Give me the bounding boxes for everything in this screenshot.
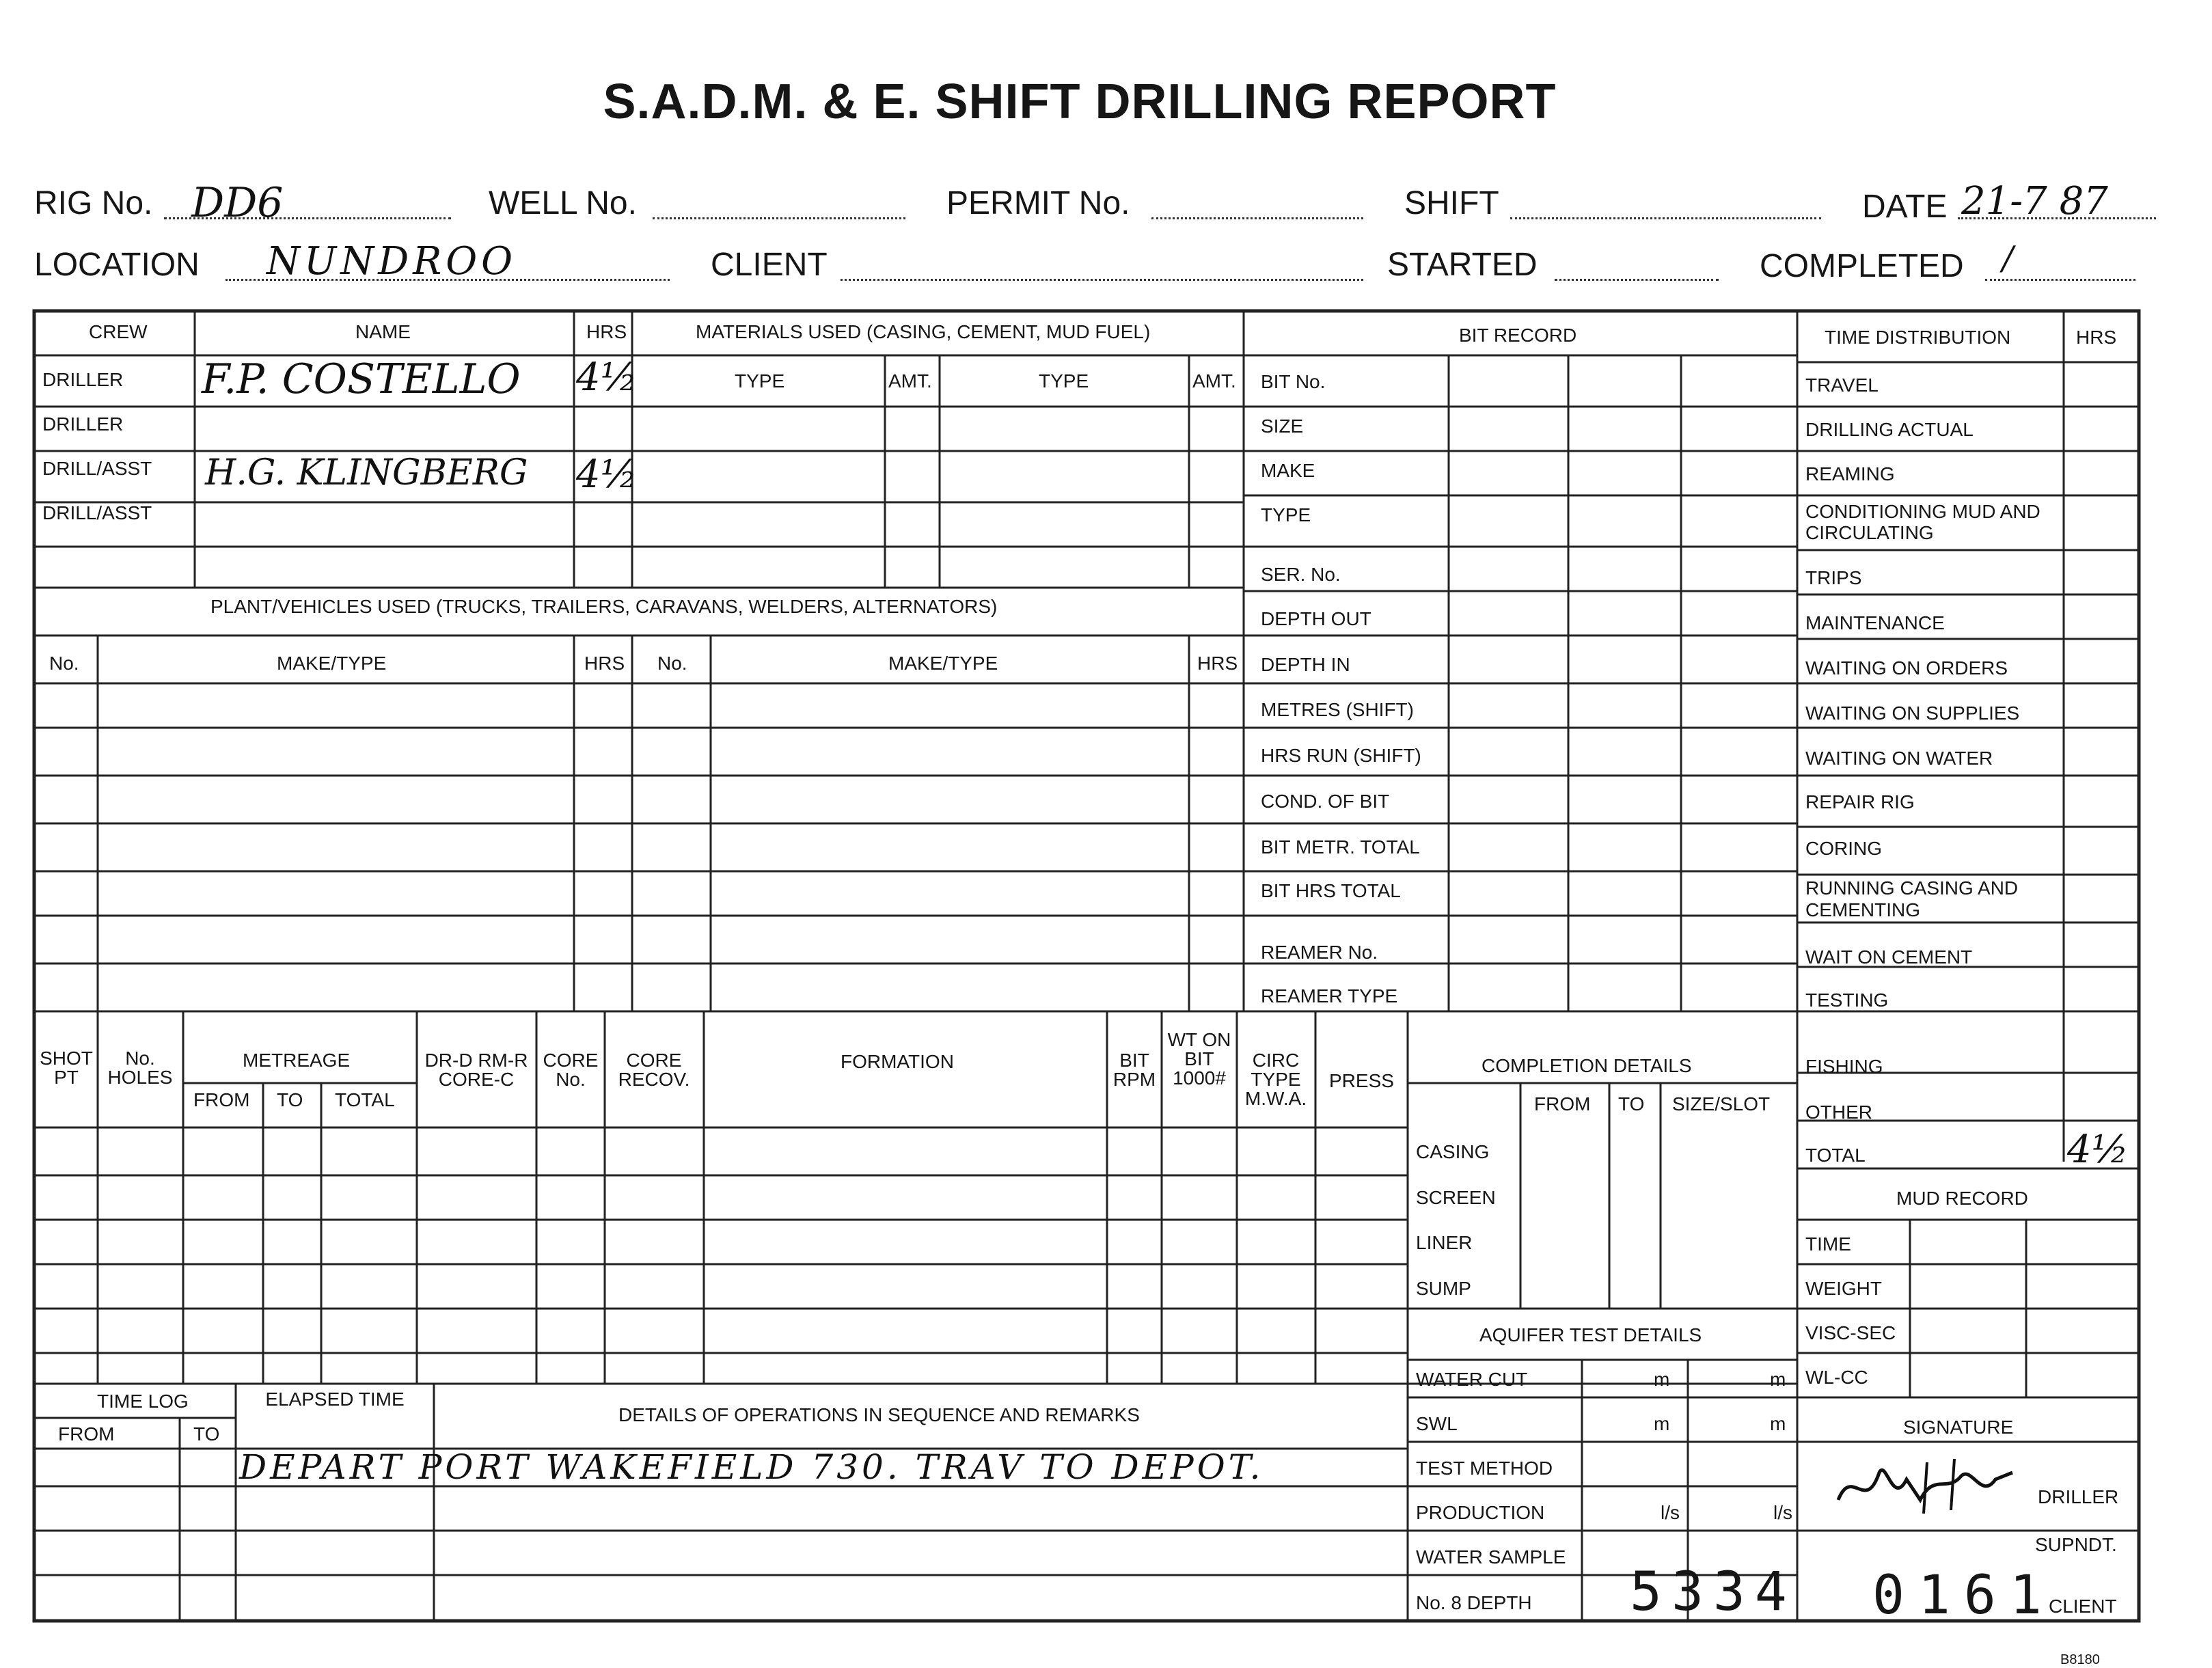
aquifer-unit: m [1770,1369,1786,1390]
crew-hrs[interactable]: 4½ [576,452,638,497]
aquifer-unit: m [1770,1413,1786,1434]
press-header: PRESS [1329,1070,1394,1091]
drd-header: DR-D RM-R CORE-C [424,1050,528,1090]
location-label: LOCATION [34,247,200,283]
materials-title: MATERIALS USED (CASING, CEMENT, MUD FUEL) [696,321,1151,342]
bit-row-label: MAKE [1261,460,1315,481]
bit-row-label: TYPE [1261,504,1311,525]
bit-row-label: SIZE [1261,415,1304,437]
formation-header: FORMATION [841,1051,954,1072]
bit-row-label: HRS RUN (SHIFT) [1261,745,1421,766]
bit-row-label: SER. No. [1261,564,1341,585]
plant-col: No. [657,653,687,674]
aquifer-unit: l/s [1773,1502,1792,1523]
signature-title: SIGNATURE [1903,1417,2014,1438]
elapsed-header: ELAPSED TIME [265,1389,405,1410]
materials-col: TYPE [1039,370,1089,392]
core-no-header: CORE No. [543,1050,599,1090]
plant-col: MAKE/TYPE [888,653,998,674]
bit-row-label: BIT HRS TOTAL [1261,880,1401,901]
rig-label: RIG No. [34,185,153,221]
time-dist-row: RUNNING CASING AND CEMENTING [1805,877,2019,920]
no-holes-header: No. HOLES [107,1048,173,1088]
crew-role: DRILLER [42,413,124,435]
aquifer-row: No. 8 DEPTH [1416,1592,1532,1613]
mud-row: WL-CC [1805,1367,1868,1388]
mud-row: VISC-SEC [1805,1322,1896,1343]
client-sign-label: CLIENT [2049,1596,2117,1617]
time-dist-row: WAIT ON CEMENT [1805,946,1973,968]
time-dist-row: WAITING ON ORDERS [1805,657,2008,679]
permit-label: PERMIT No. [946,185,1130,221]
metreage-header: METREAGE [243,1050,351,1071]
total-hrs-value[interactable]: 4½ [2067,1127,2129,1172]
name-header: NAME [355,321,411,342]
bit-row-label: REAMER TYPE [1261,985,1398,1007]
time-dist-row: OTHER [1805,1102,1872,1123]
sample-number: 5334 [1630,1561,1797,1623]
time-dist-row: WAITING ON SUPPLIES [1805,702,2020,724]
plant-title: PLANT/VEHICLES USED (TRUCKS, TRAILERS, CARAVANS, WELDERS, ALTERNATORS) [210,596,998,617]
time-dist-row: MAINTENANCE [1805,612,1945,633]
materials-col: TYPE [735,370,785,392]
started-label: STARTED [1387,247,1538,283]
completion-row: SCREEN [1416,1187,1496,1208]
time-dist-row: TRIPS [1805,567,1862,588]
shot-pt-header: SHOT PT [40,1048,93,1088]
completion-to: TO [1618,1093,1645,1115]
crew-name[interactable]: H.G. KLINGBERG [205,452,528,493]
shift-label: SHIFT [1404,185,1499,221]
date-label: DATE [1862,189,1948,225]
metreage-total: TOTAL [335,1089,395,1110]
bit-rpm-header: BIT RPM [1112,1050,1156,1090]
bit-row-label: METRES (SHIFT) [1261,699,1414,720]
materials-col: AMT. [1192,370,1236,392]
time-log-to: TO [193,1423,220,1445]
bit-row-label: BIT METR. TOTAL [1261,836,1420,858]
footer-code: B8180 [2060,1652,2100,1667]
completion-row: SUMP [1416,1278,1471,1299]
date-value[interactable]: 21-7 87 [1961,179,2108,223]
bit-row-label: COND. OF BIT [1261,791,1390,812]
crew-role: DRILL/ASST [42,458,152,479]
time-log-from: FROM [58,1423,115,1445]
bit-record-title: BIT RECORD [1459,325,1577,346]
plant-col: HRS [1197,653,1238,674]
time-dist-row: REPAIR RIG [1805,791,1915,812]
completion-from: FROM [1534,1093,1591,1115]
driller-signature [1825,1452,2030,1520]
crew-header: CREW [89,321,148,342]
metreage-to: TO [277,1089,303,1110]
well-label: WELL No. [489,185,637,221]
crew-role: DRILLER [42,369,124,390]
aquifer-title: AQUIFER TEST DETAILS [1479,1324,1702,1345]
location-value[interactable]: NUNDROO [267,239,517,284]
time-dist-row: FISHING [1805,1056,1883,1077]
aquifer-row: WATER CUT [1416,1369,1528,1390]
circ-type-header: CIRC TYPE M.W.A. [1244,1050,1307,1109]
rig-value[interactable]: DD6 [191,179,284,227]
completion-title: COMPLETION DETAILS [1482,1055,1692,1076]
plant-col: MAKE/TYPE [277,653,387,674]
time-dist-row: CORING [1805,838,1882,859]
bit-row-label: DEPTH IN [1261,654,1350,675]
completion-row: LINER [1416,1232,1473,1253]
aquifer-row: SWL [1416,1413,1458,1434]
time-dist-row: TRAVEL [1805,374,1879,396]
completed-label: COMPLETED [1760,248,1964,284]
core-recov-header: CORE RECOV. [618,1050,690,1090]
bit-row-label: REAMER No. [1261,942,1378,963]
crew-name[interactable]: F.P. COSTELLO [202,355,521,403]
crew-role: DRILL/ASST [42,502,152,523]
materials-col: AMT. [888,370,932,392]
wt-on-bit-header: WT ON BIT 1000# [1167,1029,1231,1089]
aquifer-row: PRODUCTION [1416,1502,1545,1523]
mud-title: MUD RECORD [1896,1188,2028,1209]
completion-row: CASING [1416,1141,1490,1162]
time-dist-row: TESTING [1805,989,1889,1011]
plant-col: No. [49,653,79,674]
aquifer-unit: m [1654,1413,1670,1434]
serial-number: 0161 [1872,1565,2056,1626]
mud-row: WEIGHT [1805,1278,1882,1299]
plant-col: HRS [584,653,625,674]
metreage-from: FROM [193,1089,250,1110]
completion-size: SIZE/SLOT [1672,1093,1771,1115]
hrs-header: HRS [586,321,627,342]
completed-value[interactable]: / [2002,239,2014,277]
aquifer-unit: m [1654,1369,1670,1390]
bit-row-label: DEPTH OUT [1261,608,1371,629]
crew-hrs[interactable]: 4½ [576,355,638,400]
time-dist-hrs: HRS [2076,327,2117,348]
time-dist-row: TOTAL [1805,1145,1866,1166]
time-dist-row: DRILLING ACTUAL [1805,419,1974,440]
aquifer-unit: l/s [1661,1502,1680,1523]
aquifer-row: TEST METHOD [1416,1458,1553,1479]
time-dist-row: CONDITIONING MUD AND CIRCULATING [1805,501,2040,543]
aquifer-row: WATER SAMPLE [1416,1546,1566,1568]
client-label: CLIENT [711,247,828,283]
mud-row: TIME [1805,1233,1851,1255]
time-dist-row: REAMING [1805,463,1895,484]
bit-row-label: BIT No. [1261,371,1326,392]
time-dist-title: TIME DISTRIBUTION [1825,327,2011,348]
time-log-title: TIME LOG [97,1391,189,1412]
driller-label: DRILLER [2038,1486,2119,1507]
supndt-label: SUPNDT. [2035,1534,2117,1555]
time-dist-row: WAITING ON WATER [1805,748,1993,769]
page-title: S.A.D.M. & E. SHIFT DRILLING REPORT [603,74,1557,129]
details-header: DETAILS OF OPERATIONS IN SEQUENCE AND REMARKS [618,1404,1140,1425]
time-log-entry[interactable]: DEPART PORT WAKEFIELD 730. TRAV TO DEPOT. [239,1447,1264,1487]
